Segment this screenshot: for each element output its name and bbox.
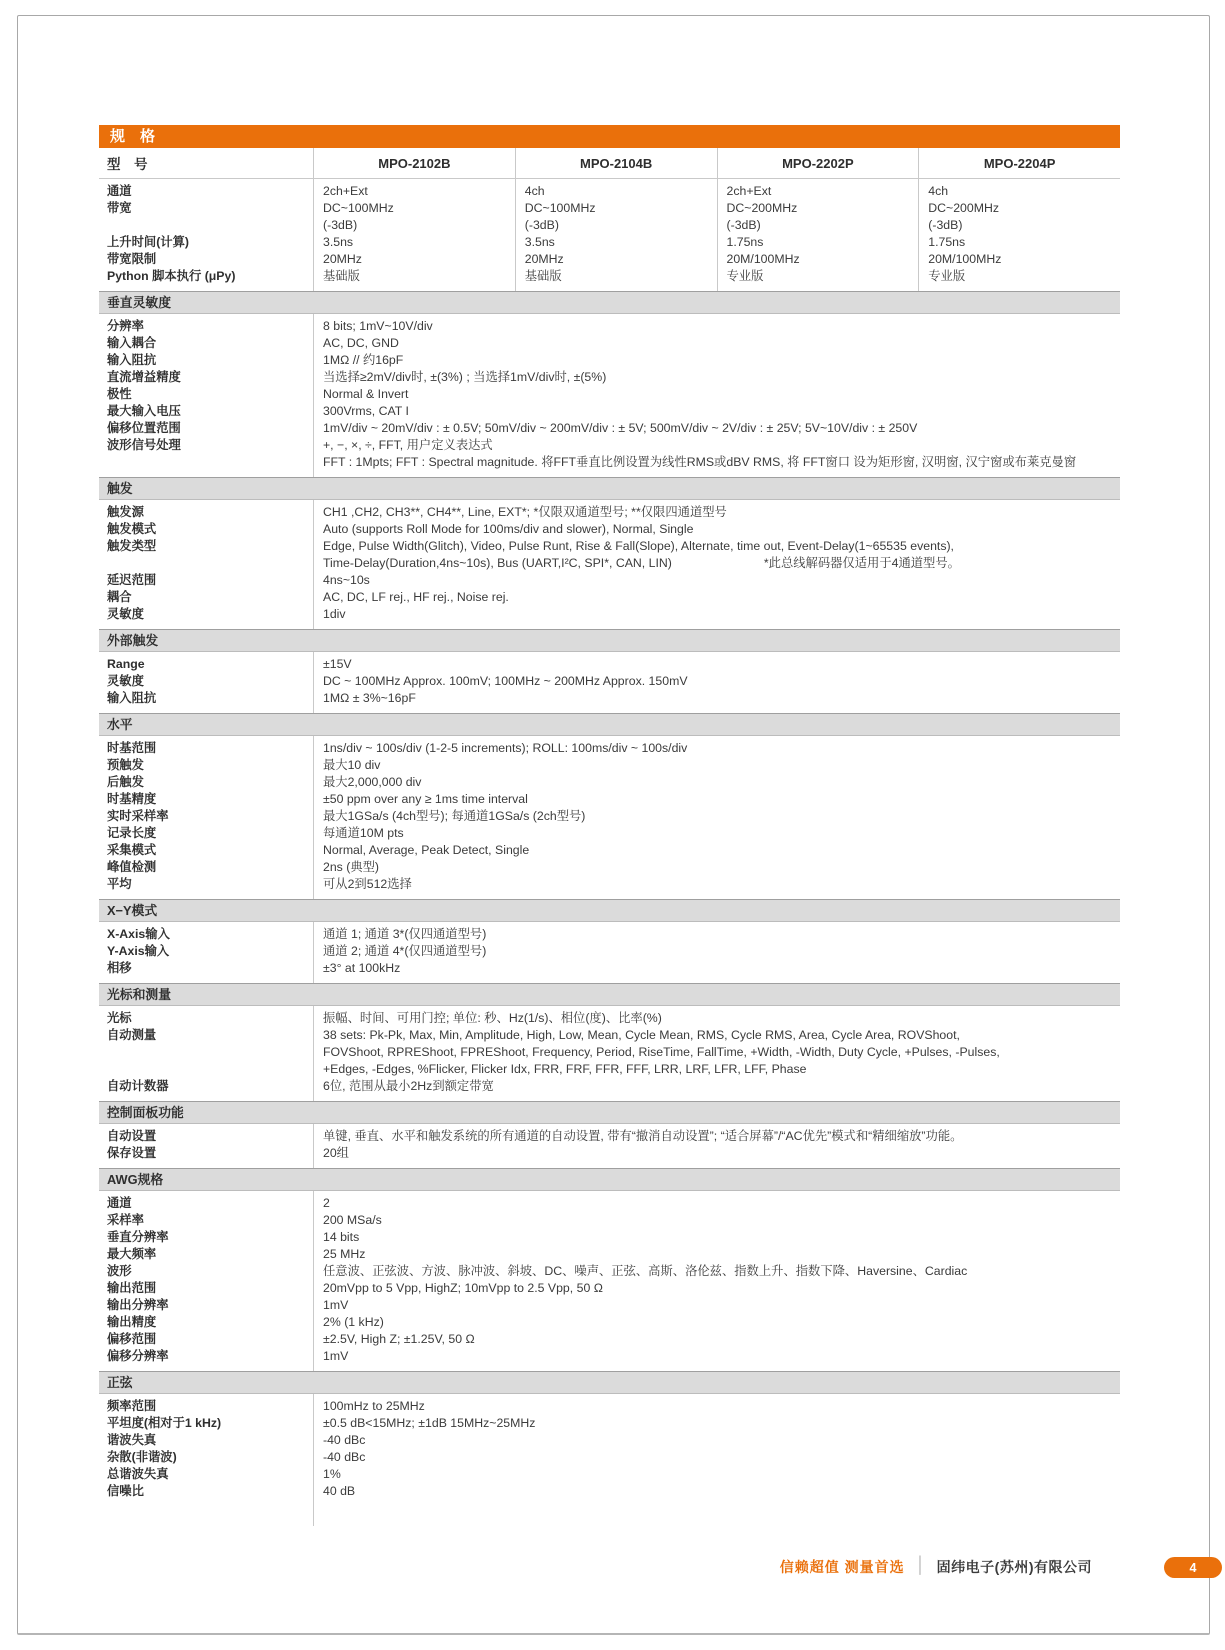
spec-value-text: Time-Delay(Duration,4ns~10s), Bus (UART,I²C, SPI*, CAN, LIN) — [323, 556, 672, 570]
spec-value-line: FOVShoot, RPREShoot, FPREShoot, Frequency, Period, RiseTime, FallTime, +Width, -Width, Duty Cycle, +Pulses, -Pulses, — [323, 1045, 1000, 1059]
matrix-value-col-2: 4ch — [515, 179, 717, 200]
spec-value-line: ±15V — [323, 657, 352, 671]
spec-value-line: 2 — [323, 1196, 330, 1210]
section-block-xy-mode — [99, 922, 1120, 983]
spec-row — [99, 1263, 1120, 1280]
section-header-horizontal: 水平 — [99, 713, 1120, 736]
spec-row-label: 杂散(非谐波) — [107, 1450, 177, 1464]
spec-row — [99, 1145, 1120, 1168]
spec-table-body — [99, 179, 1120, 1526]
spec-value-line: 300Vrms, CAT I — [323, 404, 409, 418]
spec-value-line: 14 bits — [323, 1230, 360, 1244]
spec-row — [99, 606, 1120, 629]
spec-row-label: 偏移范围 — [107, 1332, 157, 1346]
matrix-value-col-1: 20MHz — [313, 251, 515, 268]
spec-row-label: 输出分辨率 — [107, 1298, 169, 1312]
spec-value-line: 4ns~10s — [323, 573, 370, 587]
spec-row-label: 输入阻抗 — [107, 691, 157, 705]
spec-row-label: 偏移分辨率 — [107, 1349, 169, 1363]
spec-row-value — [313, 859, 1120, 876]
spec-row-label: 相移 — [107, 961, 132, 975]
matrix-value-col-1: 3.5ns — [313, 234, 515, 251]
section-block-horizontal — [99, 736, 1120, 899]
spec-row-value — [313, 1331, 1120, 1348]
footer-slogan: 信赖超值 测量首选 — [779, 1559, 905, 1575]
spec-row-value — [313, 922, 1120, 943]
matrix-value-col-1: (-3dB) — [313, 217, 515, 234]
spec-value-line: Edge, Pulse Width(Glitch), Video, Pulse Runt, Rise & Fall(Slope), Alternate, time out, Event-Delay(1~65535 events), — [323, 539, 954, 553]
spec-row-label: 输入阻抗 — [107, 353, 157, 367]
matrix-value-col-3: 专业版 — [717, 268, 919, 291]
spec-row-value — [313, 876, 1120, 899]
spec-row — [99, 825, 1120, 842]
spec-row — [99, 1280, 1120, 1297]
spec-row-value — [313, 1394, 1120, 1415]
spec-row-label: 输出精度 — [107, 1315, 157, 1329]
matrix-value-col-1: DC~100MHz — [313, 200, 515, 217]
spec-row-label: 触发类型 — [107, 539, 157, 553]
spec-value-line: 6位, 范围从最小2Hz到额定带宽 — [323, 1079, 494, 1093]
spec-row — [99, 335, 1120, 352]
spec-row-label: 灵敏度 — [107, 674, 144, 688]
spec-row — [99, 521, 1120, 538]
spec-row-value — [313, 1229, 1120, 1246]
matrix-value-col-3: 1.75ns — [717, 234, 919, 251]
spec-value-line: 38 sets: Pk-Pk, Max, Min, Amplitude, High, Low, Mean, Cycle Mean, RMS, Cycle RMS, Area, Cycle Area, ROVShoot, — [323, 1028, 960, 1042]
spec-value-line: -40 dBc — [323, 1433, 366, 1447]
matrix-value-col-1: 2ch+Ext — [313, 179, 515, 200]
model-header-row — [99, 148, 1120, 179]
spec-value-line: 当选择≥2mV/div时, ±(3%) ; 当选择1mV/div时, ±(5%) — [323, 370, 607, 384]
spec-row-label: 谐波失真 — [107, 1433, 157, 1447]
spec-row — [99, 572, 1120, 589]
spec-value-line: +, −, ×, ÷, FFT, 用户定义表达式 — [323, 438, 493, 452]
matrix-value-col-2: (-3dB) — [515, 217, 717, 234]
spec-value-line: 40 dB — [323, 1484, 356, 1498]
spec-row-value — [313, 1280, 1120, 1297]
spec-row-label: 总谐波失真 — [107, 1467, 169, 1481]
spec-row — [99, 1314, 1120, 1331]
spec-row-label: 波形 — [107, 1264, 132, 1278]
spec-row-value — [313, 1449, 1120, 1466]
spec-value-line: 任意波、正弦波、方波、脉冲波、斜坡、DC、噪声、正弦、高斯、洛伦兹、指数上升、指数下降、Haversine、Cardiac — [323, 1264, 968, 1278]
spec-row-label: 保存设置 — [107, 1146, 157, 1160]
spec-value-line: 2% (1 kHz) — [323, 1315, 384, 1329]
spec-row — [99, 386, 1120, 403]
spec-row-value — [313, 420, 1120, 437]
model-matrix-row — [99, 217, 1120, 234]
spec-row — [99, 1449, 1120, 1466]
spec-value-line: 200 MSa/s — [323, 1213, 382, 1227]
model-matrix-row — [99, 179, 1120, 200]
matrix-row-label: 带宽限制 — [107, 252, 157, 266]
spec-value-line: 1MΩ ± 3%~16pF — [323, 691, 416, 705]
spec-row-value — [313, 1078, 1120, 1101]
spec-row — [99, 791, 1120, 808]
spec-row — [99, 1483, 1120, 1526]
spec-row-value — [313, 500, 1120, 521]
spec-value-line: 最大1GSa/s (4ch型号); 每通道1GSa/s (2ch型号) — [323, 809, 586, 823]
spec-value-line: CH1 ,CH2, CH3**, CH4**, Line, EXT*; *仅限双通道型号; **仅限四通道型号 — [323, 505, 727, 519]
spec-row-value — [313, 314, 1120, 335]
spec-row-value — [313, 521, 1120, 538]
spec-value-line: 最大2,000,000 div — [323, 775, 422, 789]
spec-row-value — [313, 791, 1120, 808]
matrix-value-col-4: DC~200MHz — [918, 200, 1120, 217]
spec-value-line: 1div — [323, 607, 346, 621]
spec-row-value — [313, 1246, 1120, 1263]
spec-row-value — [313, 1124, 1120, 1145]
spec-value-line: ±2.5V, High Z; ±1.25V, 50 Ω — [323, 1332, 475, 1346]
spec-row-label: 平坦度(相对于1 kHz) — [107, 1416, 222, 1430]
spec-value-note: *此总线解码器仅适用于4通道型号。 — [763, 556, 960, 570]
spec-row-label: 偏移位置范围 — [107, 421, 181, 435]
spec-value-line: AC, DC, LF rej., HF rej., Noise rej. — [323, 590, 509, 604]
matrix-value-col-3: (-3dB) — [717, 217, 919, 234]
spec-row-value — [313, 386, 1120, 403]
spec-row-value — [313, 1263, 1120, 1280]
spec-row — [99, 403, 1120, 420]
spec-row-value — [313, 652, 1120, 673]
matrix-value-col-2: DC~100MHz — [515, 200, 717, 217]
spec-row-value — [313, 1027, 1120, 1078]
spec-row-value — [313, 1348, 1120, 1371]
spec-row-value — [313, 352, 1120, 369]
spec-row-value — [313, 808, 1120, 825]
spec-row — [99, 500, 1120, 521]
spec-row-value — [313, 1466, 1120, 1483]
section-header-trigger: 触发 — [99, 477, 1120, 500]
spec-row — [99, 369, 1120, 386]
spec-row-label: 时基精度 — [107, 792, 157, 806]
spec-value-line: 1mV — [323, 1298, 349, 1312]
spec-row-value — [313, 757, 1120, 774]
section-block-awg-specs — [99, 1191, 1120, 1371]
matrix-value-col-2: 基础版 — [515, 268, 717, 291]
spec-row-label: 自动计数器 — [107, 1079, 169, 1093]
spec-row-value — [313, 1314, 1120, 1331]
spec-row-label: 触发模式 — [107, 522, 157, 536]
spec-row — [99, 876, 1120, 899]
page-number-badge: 4 — [1164, 1557, 1222, 1578]
spec-value-line: 每通道10M pts — [323, 826, 404, 840]
model-name-3: MPO-2202P — [717, 148, 919, 178]
spec-row-value — [313, 1483, 1120, 1526]
spec-row — [99, 960, 1120, 983]
spec-row-value — [313, 1432, 1120, 1449]
spec-row — [99, 943, 1120, 960]
spec-row-label: 垂直分辨率 — [107, 1230, 169, 1244]
spec-value-line: 8 bits; 1mV~10V/div — [323, 319, 433, 333]
spec-value-line: Auto (supports Roll Mode for 100ms/div and slower), Normal, Single — [323, 522, 694, 536]
spec-row-value — [313, 403, 1120, 420]
spec-row-label: 记录长度 — [107, 826, 157, 840]
spec-value-line: 20mVpp to 5 Vpp, HighZ; 10mVpp to 2.5 Vpp, 50 Ω — [323, 1281, 603, 1295]
spec-row-label: Range — [107, 657, 145, 671]
spec-row — [99, 808, 1120, 825]
spec-value-line: 1mV/div ~ 20mV/div : ± 0.5V; 50mV/div ~ 200mV/div : ± 5V; 500mV/div ~ 2V/div : ± 25V; 5V~10V/div : ± 250V — [323, 421, 918, 435]
spec-row — [99, 1229, 1120, 1246]
spec-row-label: 输出范围 — [107, 1281, 157, 1295]
spec-row — [99, 1415, 1120, 1432]
matrix-value-col-3: 20M/100MHz — [717, 251, 919, 268]
matrix-value-col-4: 1.75ns — [918, 234, 1120, 251]
spec-row-label: 峰值检测 — [107, 860, 157, 874]
matrix-value-col-4: 4ch — [918, 179, 1120, 200]
spec-row — [99, 589, 1120, 606]
spec-value-line: 100mHz to 25MHz — [323, 1399, 425, 1413]
spec-row-label: 平均 — [107, 877, 132, 891]
spec-row — [99, 1394, 1120, 1415]
spec-value-line: 1MΩ // 约16pF — [323, 353, 404, 367]
spec-row-value — [313, 1145, 1120, 1168]
spec-value-line: FFT : 1Mpts; FFT : Spectral magnitude. 将FFT垂直比例设置为线性RMS或dBV RMS, 将 FFT窗口 设为矩形窗, 汉明窗, 汉宁窗或布莱克曼窗 — [323, 455, 1077, 469]
section-block-control-panel-functions — [99, 1124, 1120, 1168]
spec-row-label: 时基范围 — [107, 741, 157, 755]
spec-row-label: X-Axis输入 — [107, 927, 170, 941]
spec-row-label: 通道 — [107, 1196, 132, 1210]
spec-row-value — [313, 589, 1120, 606]
spec-row — [99, 1246, 1120, 1263]
spec-row-value — [313, 774, 1120, 791]
spec-row-value — [313, 673, 1120, 690]
spec-row-label: 耦合 — [107, 590, 132, 604]
section-block-cursors-and-measurement — [99, 1006, 1120, 1101]
spec-value-line: 20组 — [323, 1146, 349, 1160]
matrix-value-col-4: (-3dB) — [918, 217, 1120, 234]
spec-row-value — [313, 960, 1120, 983]
spec-row — [99, 736, 1120, 757]
spec-row — [99, 420, 1120, 437]
spec-row — [99, 1006, 1120, 1027]
spec-value-line: ±0.5 dB<15MHz; ±1dB 15MHz~25MHz — [323, 1416, 536, 1430]
section-header-external-trigger: 外部触发 — [99, 629, 1120, 652]
spec-row-value — [313, 825, 1120, 842]
spec-row-value — [313, 335, 1120, 352]
matrix-value-col-1: 基础版 — [313, 268, 515, 291]
spec-row — [99, 1078, 1120, 1101]
spec-row — [99, 757, 1120, 774]
footer-company: 固纬电子(苏州)有限公司 — [936, 1559, 1092, 1575]
spec-value-line: 最大10 div — [323, 758, 381, 772]
spec-row-value — [313, 606, 1120, 629]
spec-row-value — [313, 690, 1120, 713]
spec-row — [99, 437, 1120, 477]
spec-value-line: 振幅、时间、可用门控; 单位: 秒、Hz(1/s)、相位(度)、比率(%) — [323, 1011, 662, 1025]
section-header-cursors-and-measurement: 光标和测量 — [99, 983, 1120, 1006]
model-matrix-row — [99, 251, 1120, 268]
section-header-vertical-sensitivity: 垂直灵敏度 — [99, 291, 1120, 314]
spec-row — [99, 1027, 1120, 1078]
spec-row — [99, 1212, 1120, 1229]
matrix-value-col-3: 2ch+Ext — [717, 179, 919, 200]
spec-value-line: 1mV — [323, 1349, 349, 1363]
spec-row — [99, 314, 1120, 335]
spec-row-label: 触发源 — [107, 505, 144, 519]
spec-row — [99, 673, 1120, 690]
spec-row — [99, 1191, 1120, 1212]
model-name-4: MPO-2204P — [918, 148, 1120, 178]
section-block-trigger — [99, 500, 1120, 629]
spec-row — [99, 922, 1120, 943]
spec-row-value — [313, 538, 1120, 572]
matrix-row-label: Python 脚本执行 (μPy) — [107, 269, 236, 283]
section-header-control-panel-functions: 控制面板功能 — [99, 1101, 1120, 1124]
spec-row-label: 波形信号处理 — [107, 438, 181, 452]
spec-row-label: 采集模式 — [107, 843, 157, 857]
spec-row-value — [313, 1415, 1120, 1432]
spec-value-line: 2ns (典型) — [323, 860, 380, 874]
spec-row — [99, 1348, 1120, 1371]
spec-row-label: 输入耦合 — [107, 336, 157, 350]
spec-row — [99, 774, 1120, 791]
spec-row-label: 极性 — [107, 387, 132, 401]
footer — [0, 1556, 1092, 1578]
matrix-row-label: 通道 — [107, 184, 132, 198]
section-block-vertical-sensitivity — [99, 314, 1120, 477]
spec-row-label: 光标 — [107, 1011, 132, 1025]
spec-value-line: 通道 2; 通道 4*(仅四通道型号) — [323, 944, 487, 958]
spec-row — [99, 1297, 1120, 1314]
spec-row — [99, 842, 1120, 859]
spec-row-label: 实时采样率 — [107, 809, 169, 823]
section-header-sine: 正弦 — [99, 1371, 1120, 1394]
footer-separator: │ — [915, 1557, 926, 1574]
spec-row-label: 延迟范围 — [107, 573, 157, 587]
spec-value-line: -40 dBc — [323, 1450, 366, 1464]
matrix-value-col-4: 20M/100MHz — [918, 251, 1120, 268]
spec-row-label: 最大输入电压 — [107, 404, 181, 418]
spec-value-line: 1ns/div ~ 100s/div (1-2-5 increments); ROLL: 100ms/div ~ 100s/div — [323, 741, 688, 755]
matrix-value-col-3: DC~200MHz — [717, 200, 919, 217]
spec-row-label: 预触发 — [107, 758, 144, 772]
spec-row-label: 信噪比 — [107, 1484, 144, 1498]
section-header-xy-mode: X−Y模式 — [99, 899, 1120, 922]
spec-value-line: ±50 ppm over any ≥ 1ms time interval — [323, 792, 528, 806]
spec-row — [99, 859, 1120, 876]
spec-row-value — [313, 1297, 1120, 1314]
spec-row — [99, 1432, 1120, 1449]
model-name-2: MPO-2104B — [515, 148, 717, 178]
spec-row-label: Y-Axis输入 — [107, 944, 170, 958]
spec-value-line: 通道 1; 通道 3*(仅四通道型号) — [323, 927, 487, 941]
spec-value-line: 25 MHz — [323, 1247, 366, 1261]
spec-value-line: 可从2到512选择 — [323, 877, 412, 891]
spec-title-bar: 规 格 — [99, 125, 1120, 148]
spec-row — [99, 652, 1120, 673]
spec-value-line — [323, 555, 1120, 572]
matrix-value-col-2: 20MHz — [515, 251, 717, 268]
matrix-row-label — [99, 217, 313, 234]
model-matrix-row — [99, 200, 1120, 217]
spec-row-value — [313, 572, 1120, 589]
spec-row-label: 灵敏度 — [107, 607, 144, 621]
spec-table — [99, 125, 1120, 1526]
spec-value-line: AC, DC, GND — [323, 336, 399, 350]
spec-row-label: 自动设置 — [107, 1129, 157, 1143]
spec-row-value — [313, 369, 1120, 386]
spec-value-line: +Edges, -Edges, %Flicker, Flicker Idx, FRR, FRF, FFR, FFF, LRR, LRF, LFR, LFF, Phase — [323, 1062, 807, 1076]
spec-value-line: 单键, 垂直、水平和触发系统的所有通道的自动设置, 带有“撤消自动设置”; “适合屏幕”/“AC优先”模式和“精细缩放”功能。 — [323, 1129, 963, 1143]
spec-row — [99, 1124, 1120, 1145]
spec-row-value — [313, 437, 1120, 477]
spec-row-label: 直流增益精度 — [107, 370, 181, 384]
spec-row — [99, 1466, 1120, 1483]
spec-row-label: 后触发 — [107, 775, 144, 789]
spec-row-value — [313, 842, 1120, 859]
spec-row-value — [313, 736, 1120, 757]
spec-row — [99, 352, 1120, 369]
section-block-external-trigger — [99, 652, 1120, 713]
spec-row-label: 频率范围 — [107, 1399, 157, 1413]
spec-value-line: Normal & Invert — [323, 387, 409, 401]
spec-row-value — [313, 943, 1120, 960]
model-matrix-row — [99, 234, 1120, 251]
spec-row-label: 采样率 — [107, 1213, 144, 1227]
spec-row-value — [313, 1191, 1120, 1212]
section-block-sine — [99, 1394, 1120, 1526]
matrix-value-col-2: 3.5ns — [515, 234, 717, 251]
spec-row — [99, 690, 1120, 713]
matrix-value-col-4: 专业版 — [918, 268, 1120, 291]
spec-row-value — [313, 1006, 1120, 1027]
spec-value-line: ±3° at 100kHz — [323, 961, 401, 975]
spec-row — [99, 1331, 1120, 1348]
spec-row-label: 自动测量 — [107, 1028, 157, 1042]
matrix-row-label: 带宽 — [107, 201, 132, 215]
model-matrix-row — [99, 268, 1120, 291]
spec-row-value — [313, 1212, 1120, 1229]
spec-row — [99, 538, 1120, 572]
spec-row-label: 最大频率 — [107, 1247, 157, 1261]
matrix-row-label: 上升时间(计算) — [107, 235, 189, 249]
model-header-label: 型 号 — [107, 157, 148, 172]
spec-value-line: 1% — [323, 1467, 341, 1481]
model-matrix-block — [99, 179, 1120, 291]
spec-value-line: Normal, Average, Peak Detect, Single — [323, 843, 530, 857]
model-name-1: MPO-2102B — [313, 148, 515, 178]
spec-value-line: DC ~ 100MHz Approx. 100mV; 100MHz ~ 200MHz Approx. 150mV — [323, 674, 688, 688]
section-header-awg-specs: AWG规格 — [99, 1168, 1120, 1191]
spec-row-label: 分辨率 — [107, 319, 144, 333]
